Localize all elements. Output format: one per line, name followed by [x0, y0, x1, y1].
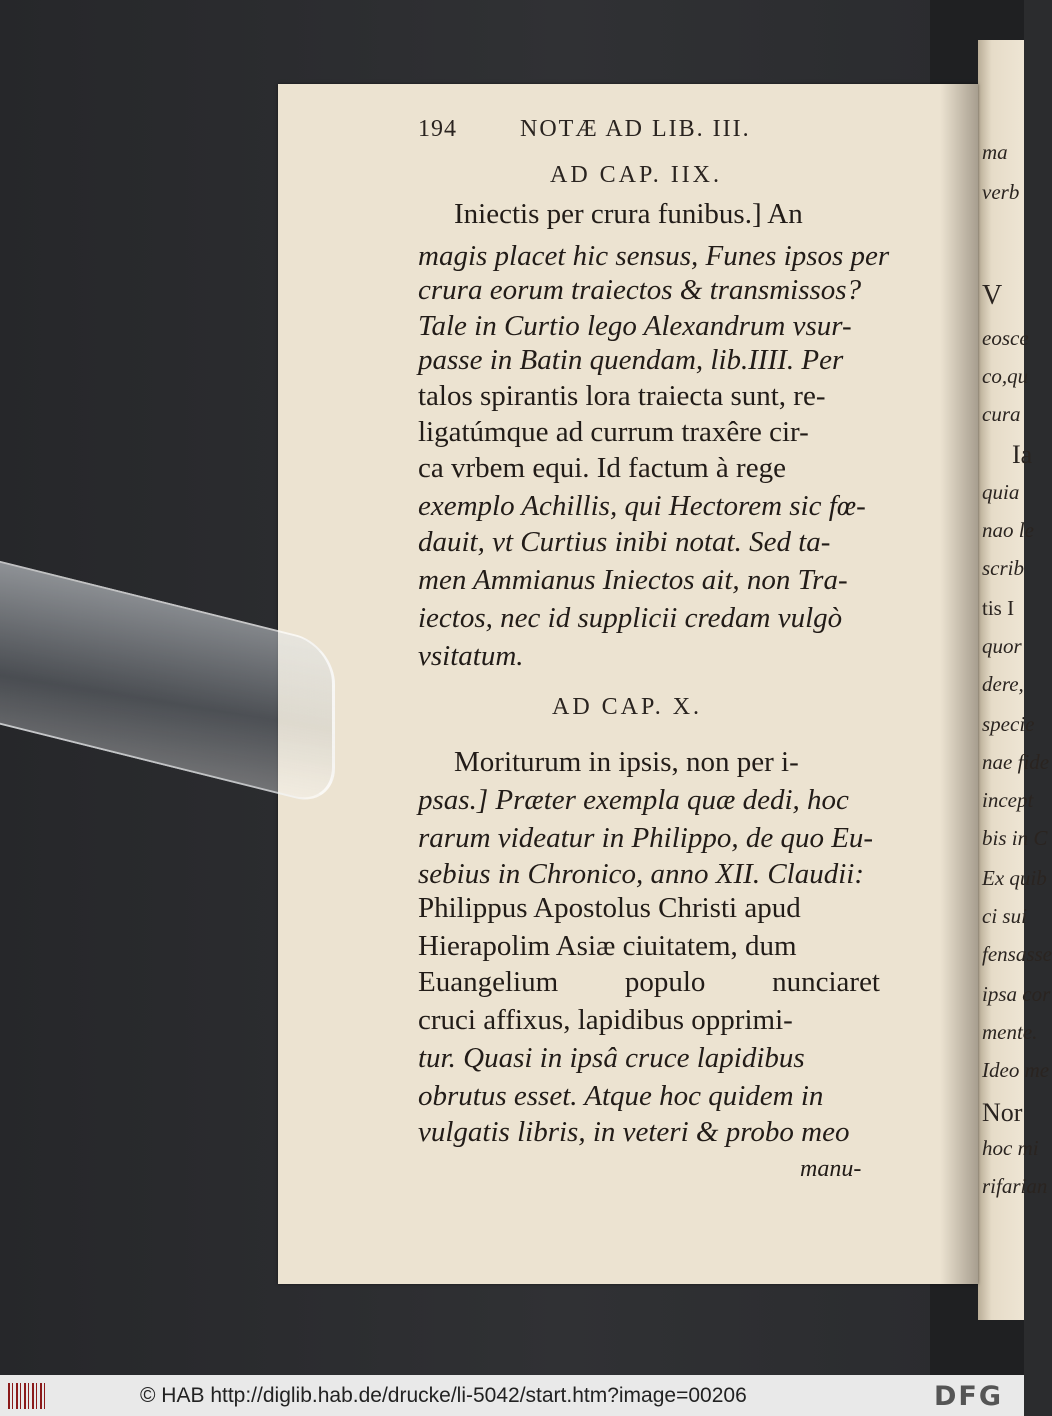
next-page-fragment: bis in C	[982, 826, 1048, 850]
text-line: Philippus Apostolus Christi apud	[418, 892, 801, 924]
text-line: sebius in Chronico, anno XII. Claudii:	[418, 858, 864, 890]
next-page-fragment: tis I	[982, 596, 1015, 620]
next-page-fragment: Ex quib	[982, 866, 1047, 890]
next-page-fragment: Ideo me	[982, 1058, 1050, 1082]
text-line: ligatúmque ad currum traxêre cir-	[418, 416, 809, 448]
next-page-fragment: hoc mi	[982, 1136, 1039, 1160]
text-line: obrutus esset. Atque hoc quidem in	[418, 1080, 824, 1112]
chapter-heading: AD CAP. X.	[552, 694, 703, 720]
chapter-heading: AD CAP. IIX.	[550, 162, 723, 188]
barcode-logo-icon	[8, 1383, 46, 1409]
next-page-fragment: mente.	[982, 1020, 1038, 1044]
next-page-fragment: eosce	[982, 326, 1029, 350]
next-page-fragment: specie	[982, 712, 1035, 736]
dfg-logo: DFG	[934, 1381, 1004, 1412]
next-page-fragment: ipsa cor	[982, 982, 1051, 1006]
next-page-fragment: ci sui	[982, 904, 1027, 928]
next-page-fragment: fensasse	[982, 942, 1052, 966]
text-line: Euangelium populo nunciaret	[418, 966, 880, 998]
text-line: Hierapolim Asiæ ciuitatem, dum	[418, 930, 797, 962]
text-line: passe in Batin quendam, lib.IIII. Per	[418, 344, 844, 376]
text-line: crura eorum traiectos & transmissos?	[418, 274, 862, 306]
next-page-fragment: nae fide	[982, 750, 1050, 774]
text-line: dauit, vt Curtius inibi notat. Sed ta-	[418, 526, 831, 558]
text-line: psas.] Præter exempla quæ dedi, hoc	[418, 784, 849, 816]
next-page-fragment: Nor	[982, 1098, 1023, 1127]
text-line: iectos, nec id supplicii credam vulgò	[418, 602, 843, 634]
text-line: men Ammianus Iniectos ait, non Tra-	[418, 564, 848, 596]
next-page-fragment: Ia	[1012, 440, 1033, 469]
next-page-fragment: nao le	[982, 518, 1034, 542]
footer-bar	[0, 1375, 1024, 1416]
text-line: talos spirantis lora traiecta sunt, re-	[418, 380, 826, 412]
text-line: ca vrbem equi. Id factum à rege	[418, 452, 786, 484]
next-page-fragment: quor	[982, 634, 1022, 658]
text-line: Tale in Curtio lego Alexandrum vsur-	[418, 310, 852, 342]
next-page-fragment: dere,	[982, 672, 1024, 696]
text-line: vsitatum.	[418, 640, 524, 672]
next-page-fragment: rifarian	[982, 1174, 1048, 1198]
next-page-fragment: quia	[982, 480, 1020, 504]
text-line: rarum videatur in Philippo, de quo Eu-	[418, 822, 874, 854]
next-page-fragment: verb	[982, 180, 1020, 204]
next-page-fragment: V	[982, 280, 1003, 311]
text-line: Moriturum in ipsis, non per i-	[454, 746, 799, 778]
next-page-fragment: cura	[982, 402, 1021, 426]
next-page-fragment: incept	[982, 788, 1034, 812]
next-page-fragment: scrib	[982, 556, 1024, 580]
copyright-link[interactable]: © HAB http://diglib.hab.de/drucke/li-5042/start.htm?image=00206	[140, 1384, 747, 1407]
next-page-edge	[978, 40, 1052, 1320]
text-line: magis placet hic sensus, Funes ipsos per	[418, 240, 890, 272]
next-page-fragment: ma	[982, 140, 1008, 164]
text-line: Iniectis per crura funibus.] An	[454, 198, 803, 230]
text-line: exemplo Achillis, qui Hectorem sic fœ-	[418, 490, 866, 522]
text-line: tur. Quasi in ipsâ cruce lapidibus	[418, 1042, 805, 1074]
catchword: manu-	[800, 1156, 862, 1182]
running-title: NOTÆ AD LIB. III.	[520, 116, 751, 142]
text-line: vulgatis libris, in veteri & probo meo	[418, 1116, 850, 1148]
next-page-fragment: co,qu	[982, 364, 1029, 388]
page-gutter-shadow	[940, 84, 978, 1284]
text-line: cruci affixus, lapidibus opprimi-	[418, 1004, 793, 1036]
page-number: 194	[418, 116, 457, 142]
